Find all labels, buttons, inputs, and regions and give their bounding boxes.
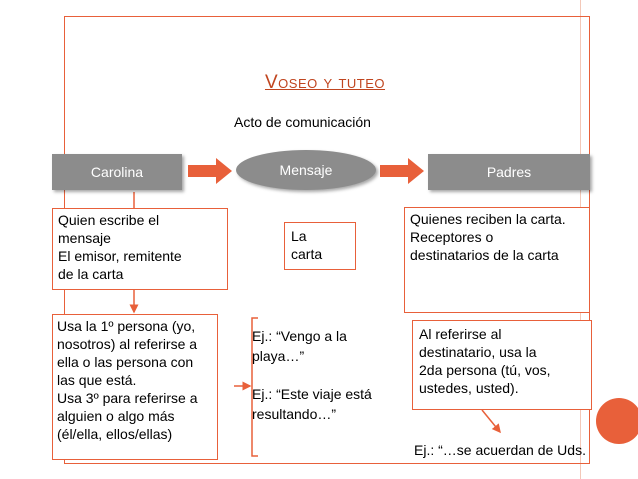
example-3: Ej.: “…se acuerdan de Uds. [414,442,586,458]
arrow-emisor-to-mensaje [188,158,232,184]
example-2: Ej.: “Este viaje está resultando…” [252,386,372,422]
node-emisor: Carolina [52,154,182,190]
box-receptor-description: Quienes reciben la carta. Receptores o destinatarios de la carta [404,207,590,313]
box-emisor-description: Quien escribe el mensaje El emisor, remitente de la carta [52,208,228,290]
diagram-subtitle: Acto de comunicación [234,114,371,130]
box-ustedes-explanation: Al referirse al destinatario, usa la 2da persona (tú, vos, ustedes, usted). [412,320,592,410]
node-receptor: Padres [428,154,590,190]
slide-title: Voseo y tuteo [264,72,386,93]
box-carta: La carta [284,222,356,270]
arrow-mensaje-to-receptor [380,158,424,184]
example-1: Ej.: “Vengo a la playa…” [252,328,347,364]
node-mensaje: Mensaje [236,150,376,190]
arrow-ustedes-to-example [482,410,500,432]
decorative-circle [596,398,638,444]
box-voseo-explanation: Usa la 1º persona (yo, nosotros) al referirse a ella o las persona con las que está. Usa 3º para referirse a alguien o algo más (él/ella, ellos/ellas) [52,314,218,460]
